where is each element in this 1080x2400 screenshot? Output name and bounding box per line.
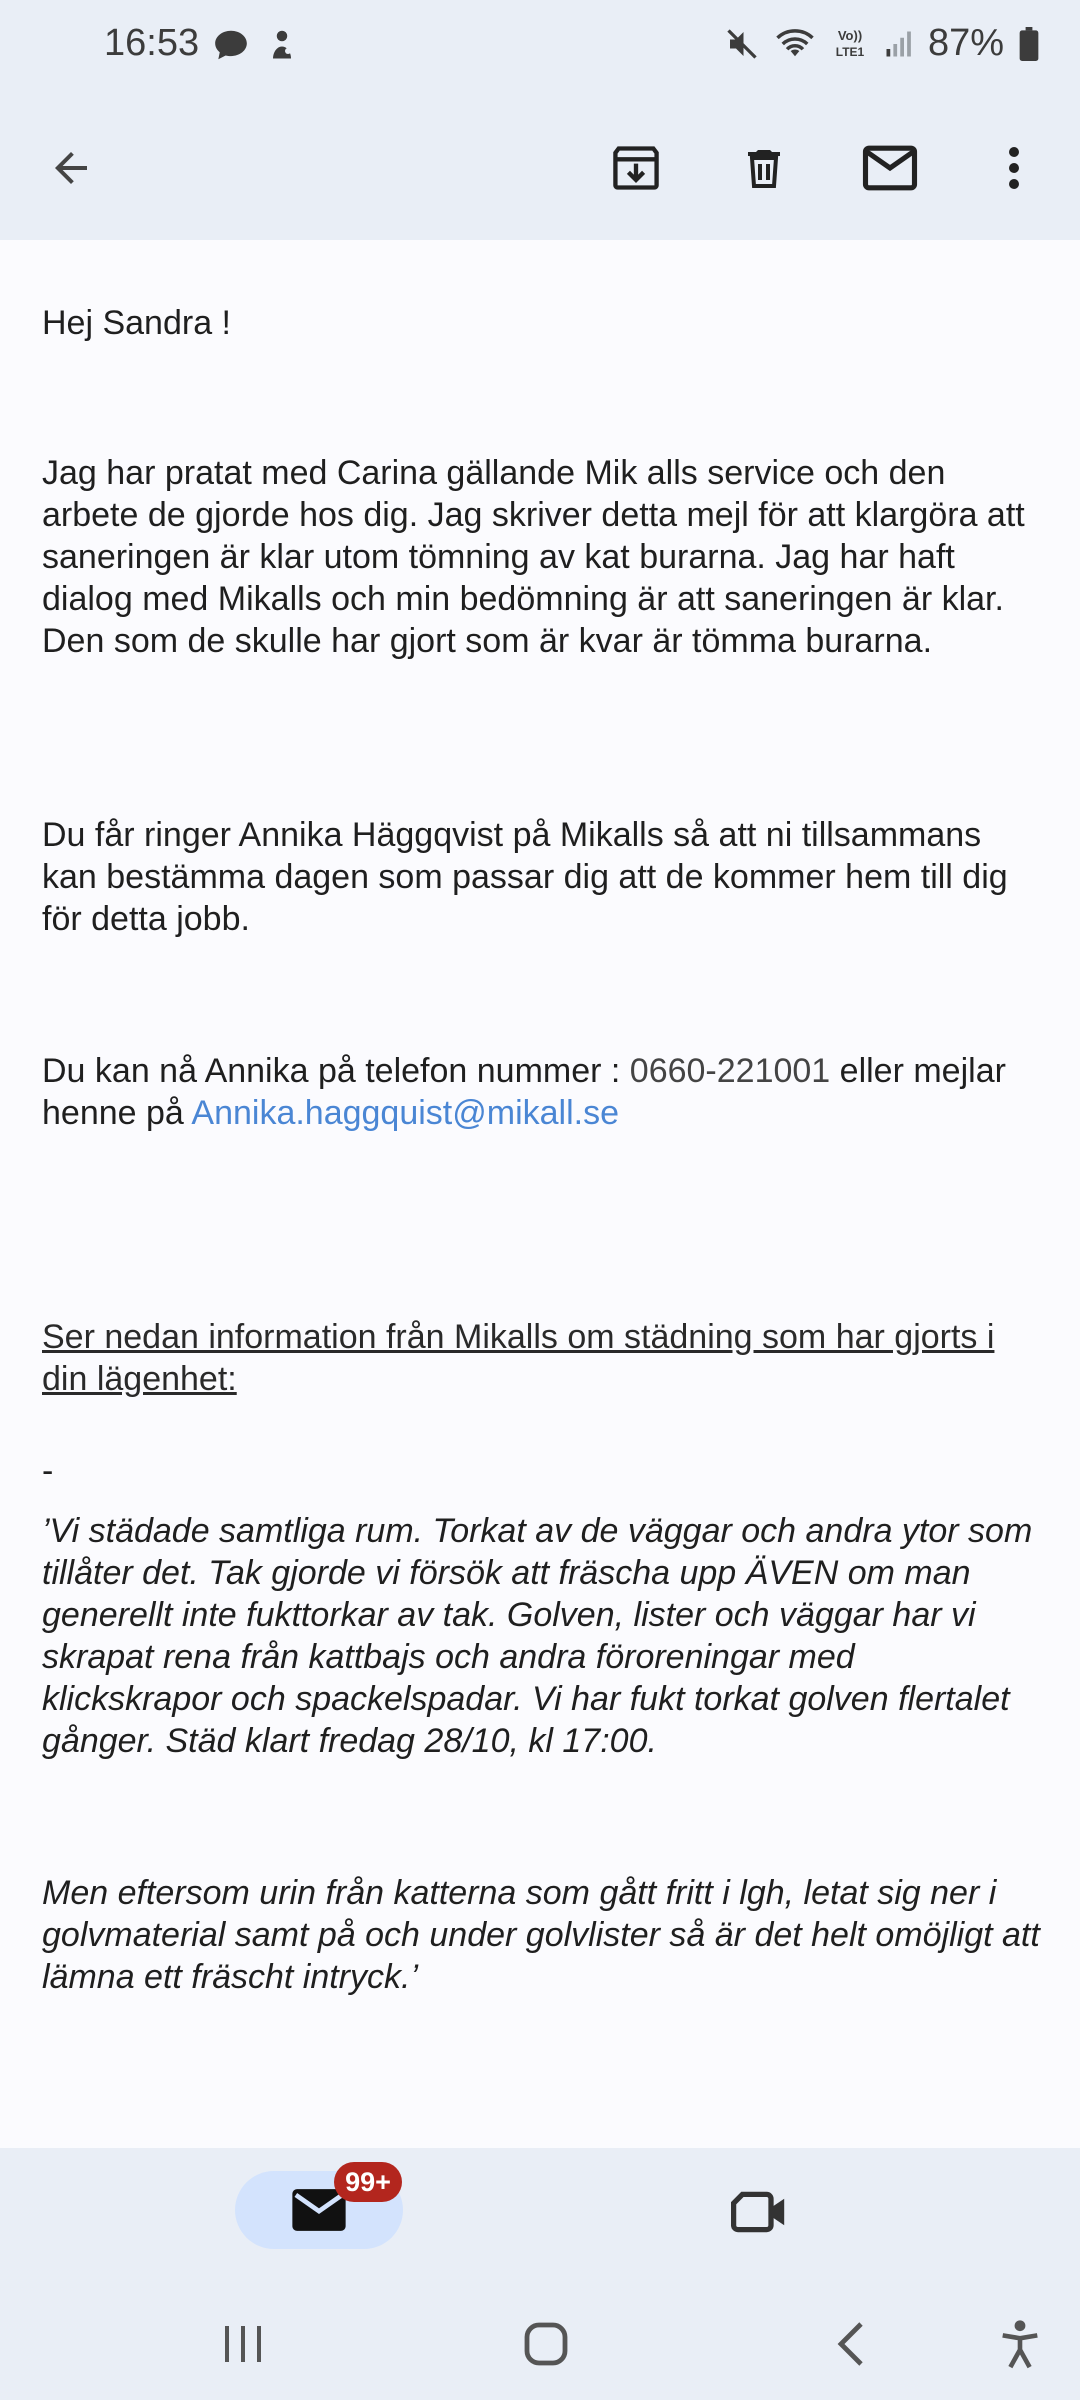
home-icon — [522, 2320, 570, 2368]
delete-icon — [740, 142, 788, 194]
chat-bubble-icon — [212, 26, 250, 64]
recents-button[interactable] — [208, 2314, 278, 2374]
contact-text: Du kan nå Annika på telefon nummer : — [42, 1052, 630, 1090]
back-icon — [833, 2320, 869, 2368]
battery-icon — [1018, 27, 1040, 61]
status-time: 16:53 — [104, 22, 200, 64]
volte-icon — [830, 26, 870, 62]
accessibility-button[interactable] — [985, 2314, 1055, 2374]
system-back-button[interactable] — [816, 2314, 886, 2374]
mark-unread-icon — [862, 144, 918, 192]
email-paragraph-1: Jag har pratat med Carina gällande Mik alls service och den arbete de gjorde hos dig. Jag skriver detta mejl för att klargöra att saneringen är klar utom tömning av kat burarna. Jag har haft dialog med Mikalls och min bedömning är att saneringen är klar. Den som de skulle har gjort som är kvar är tömma burarna. — [42, 454, 1025, 660]
email-paragraph-3 — [42, 1050, 1042, 1134]
meet-tab[interactable] — [724, 2184, 796, 2240]
recents-icon — [221, 2322, 265, 2366]
accessibility-icon — [998, 2319, 1042, 2369]
email-paragraph-2: Du får ringer Annika Häggqvist på Mikalls så att ni tillsammans kan bestämma dagen som passar dig att de kommer hem till dig för detta jobb. — [42, 816, 1008, 938]
email-toolbar — [0, 96, 1080, 240]
svg-text:LTE1: LTE1 — [835, 44, 865, 59]
phone-number[interactable]: 0660-221001 — [629, 1052, 831, 1090]
unread-count-badge: 99+ — [334, 2162, 402, 2202]
svg-text:Vo)): Vo)) — [837, 27, 863, 43]
contact-text-mid: eller mejlar henne på — [42, 1052, 1006, 1132]
status-bar — [0, 0, 1080, 96]
archive-icon — [610, 142, 662, 194]
quote-paragraph-2: Men eftersom urin från katterna som gått fritt i lgh, letat sig ner i golvmaterial samt på och under golvlister så är det helt omöjligt att lämna ett fräscht intryck.’ — [42, 1874, 1040, 1996]
back-arrow-icon — [47, 144, 95, 192]
more-vert-icon — [1004, 144, 1024, 192]
back-button[interactable] — [27, 124, 115, 212]
mute-icon — [724, 26, 760, 62]
battery-percent: 87% — [927, 22, 1004, 64]
archive-button[interactable] — [592, 124, 680, 212]
info-heading: Ser nedan information från Mikalls om städning som har gjorts i din lägenhet: — [42, 1318, 995, 1398]
separator-dash: - — [42, 1452, 54, 1490]
wifi-icon — [774, 26, 816, 62]
mark-unread-button[interactable] — [846, 124, 934, 212]
more-options-button[interactable] — [970, 124, 1058, 212]
meet-video-icon — [731, 2190, 789, 2234]
notification-icon — [264, 26, 300, 64]
signal-icon — [884, 26, 914, 62]
email-link[interactable]: Annika.haggquist@mikall.se — [191, 1094, 620, 1132]
home-button[interactable] — [511, 2314, 581, 2374]
quote-paragraph-1: ’Vi städade samtliga rum. Torkat av de väggar och andra ytor som tillåter det. Tak gjorde vi försök att fräscha upp ÄVEN om man generellt inte fukttorkar av tak. Golven, lister och väggar har vi skrapat rena från kattbajs och andra föroreningar med klickskrapor och spackelspadar. Vi har fukt torkat golven flertalet gånger. Städ klart fredag 28/10, kl 17:00. — [42, 1512, 1033, 1760]
email-greeting: Hej Sandra ! — [42, 304, 231, 342]
delete-button[interactable] — [720, 124, 808, 212]
bottom-navigation — [0, 2148, 1080, 2400]
